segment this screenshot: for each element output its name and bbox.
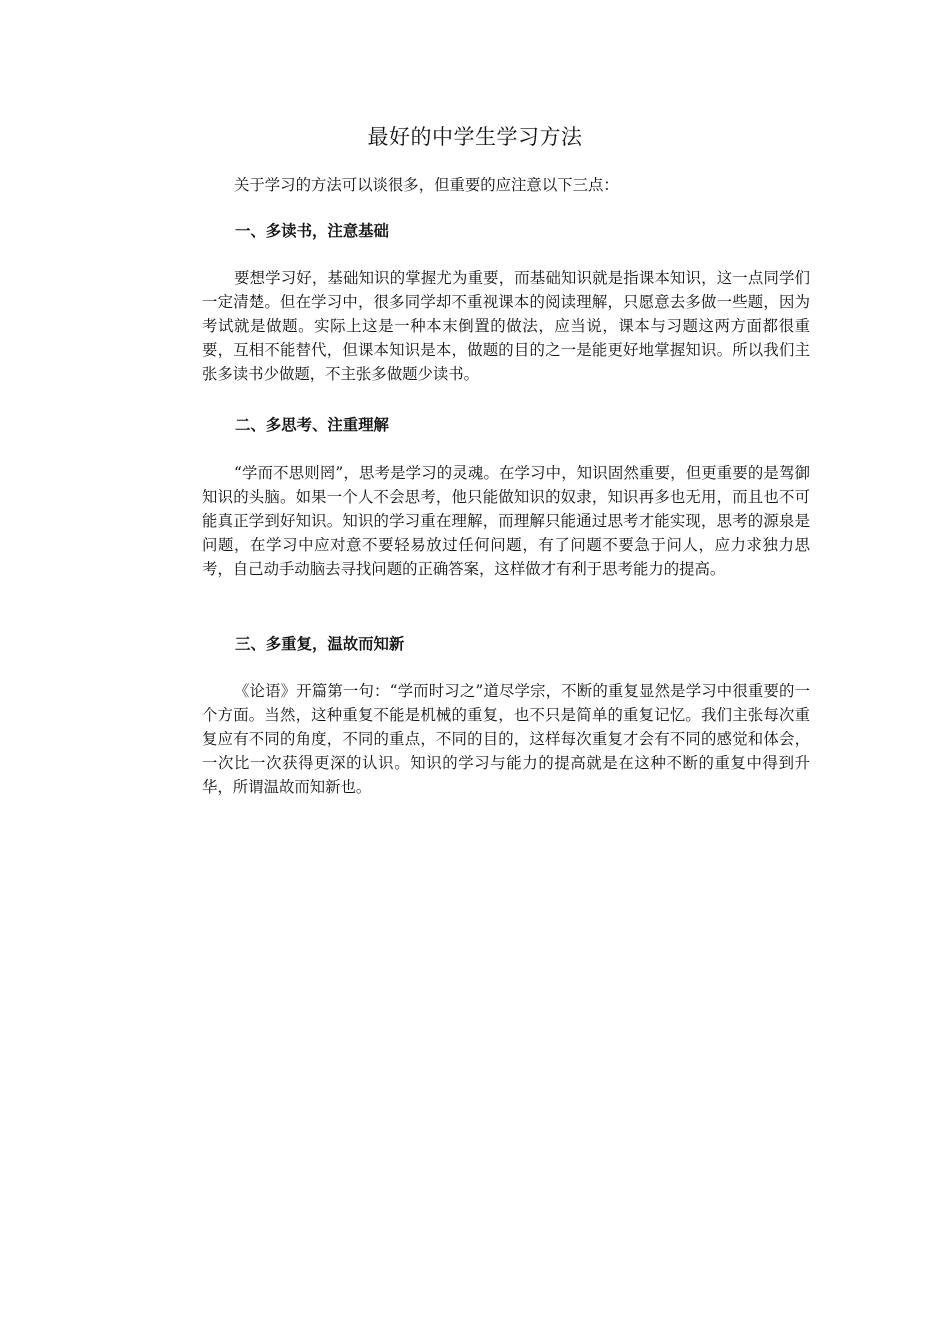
- section-body-1: 要想学习好，基础知识的掌握尤为重要，而基础知识就是指课本知识，这一点同学们一定清楚。但在学习中，很多同学却不重视课本的阅读理解，只愿意去多做一些题，因为考试就是做题。实际上这是一种本末倒置的做法，应当说，课本与习题这两方面都很重要，互相不能替代，但课本知识是本，做题的目的之一是能更好地掌握知识。所以我们主张多读书少做题，不主张多做题少读书。: [202, 269, 810, 383]
- section-heading-2: 二、多思考、注重理解: [235, 416, 389, 434]
- section-heading-3: 三、多重复，温故而知新: [235, 635, 405, 653]
- section-body-2: “学而不思则罔”，思考是学习的灵魂。在学习中，知识固然重要，但更重要的是驾御知识的头脑。如果一个人不会思考，他只能做知识的奴隶，知识再多也无用，而且也不可能真正学到好知识。知识的学习重在理解，而理解只能通过思考才能实现，思考的源泉是问题，在学习中应对意不要轻易放过任何问题，有了问题不要急于问人，应力求独力思考，自己动手动脑去寻找问题的正确答案，这样做才有利于思考能力的提高。: [202, 464, 810, 578]
- page-title: 最好的中学生学习方法: [367, 125, 583, 149]
- intro-paragraph: 关于学习的方法可以谈很多，但重要的应注意以下三点：: [234, 176, 619, 194]
- section-body-3: 《论语》开篇第一句：“学而时习之”道尽学宗，不断的重复显然是学习中很重要的一个方面。当然，这种重复不能是机械的重复，也不只是简单的重复记忆。我们主张每次重复应有不同的角度，不同的重点，不同的目的，这样每次重复才会有不同的感觉和体会，一次比一次获得更深的认识。知识的学习与能力的提高就是在这种不断的重复中得到升华，所谓温故而知新也。: [202, 682, 810, 796]
- section-heading-1: 一、多读书，注意基础: [235, 222, 389, 240]
